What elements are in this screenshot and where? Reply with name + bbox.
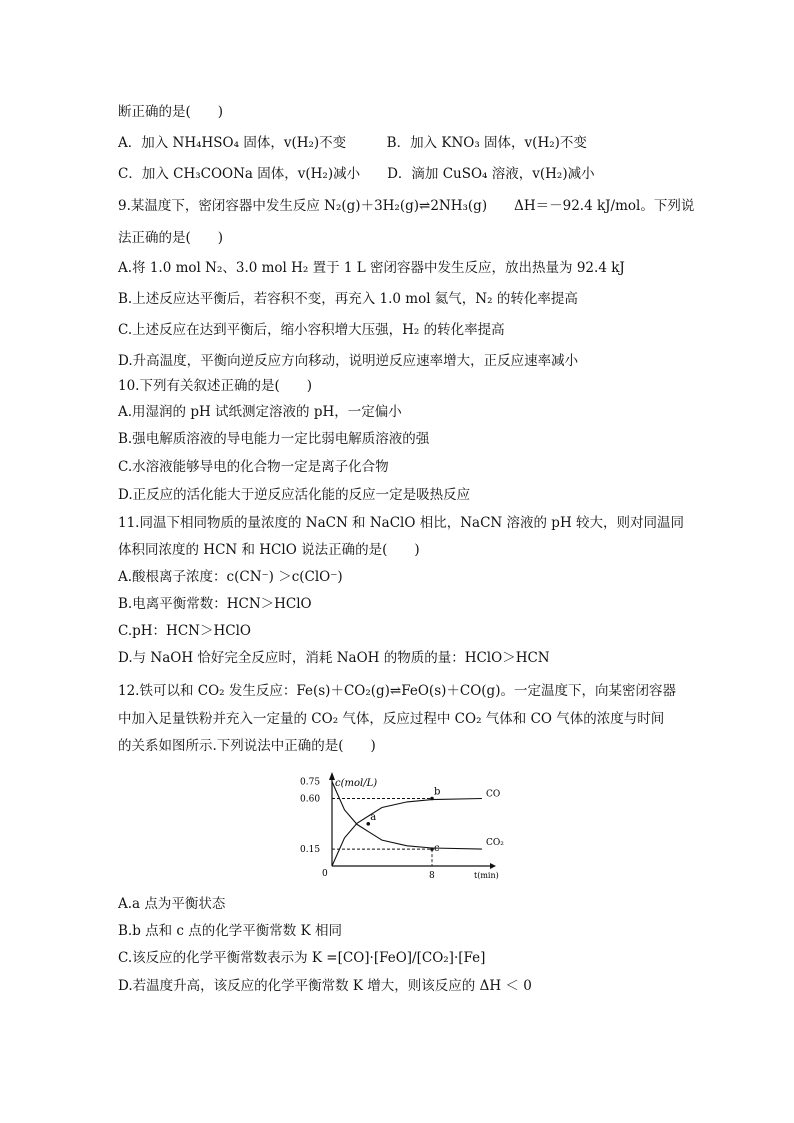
q8-option-cd: C．加入 CH₃COONa 固体，v(H₂)减小 D．滴加 CuSO₄ 溶液，v(H₂)减小: [118, 166, 595, 182]
origin-label: 0: [322, 869, 328, 879]
series-label: CO₂: [486, 838, 504, 849]
point-label: a: [370, 811, 377, 823]
point-label: c: [434, 843, 440, 855]
q10-option-b: B.强电解质溶液的导电能力一定比弱电解质溶液的强: [118, 431, 430, 447]
q10-option-a: A.用湿润的 pH 试纸测定溶液的 pH，一定偏小: [118, 404, 402, 420]
q11-option-b: B.电离平衡常数：HCN＞HClO: [118, 596, 312, 612]
q12-stem: 12.铁可以和 CO₂ 发生反应：Fe(s)＋CO₂(g)⇌FeO(s)＋CO(g)。一定温度下，向某密闭容器: [118, 683, 676, 699]
q9-stem: 9.某温度下，密闭容器中发生反应 N₂(g)＋3H₂(g)⇌2NH₃(g) ΔH＝－92.4 kJ/mol。下列说: [118, 198, 695, 214]
series-line-co2: [332, 782, 482, 850]
y-tick-label: 0.60: [300, 794, 321, 805]
q12-stem-cont: 中加入足量铁粉并充入一定量的 CO₂ 气体，反应过程中 CO₂ 气体和 CO 气体的浓度与时间: [118, 711, 665, 727]
q10-option-d: D.正反应的活化能大于逆反应活化能的反应一定是吸热反应: [118, 487, 471, 503]
y-axis-label: c(mol/L): [335, 778, 378, 789]
q11-stem-cont: 体积同浓度的 HCN 和 HClO 说法正确的是( ): [118, 542, 420, 558]
concentration-time-chart: [296, 768, 504, 888]
q11-stem: 11.同温下相同物质的量浓度的 NaCN 和 NaClO 相比，NaCN 溶液的 pH 较大，则对同温同: [118, 515, 685, 531]
q9-option-a: A.将 1.0 mol N₂、3.0 mol H₂ 置于 1 L 密闭容器中发生反应，放出热量为 92.4 kJ: [118, 260, 625, 276]
x-axis-arrow: [490, 863, 496, 869]
q9-stem-cont: 法正确的是( ): [118, 230, 224, 246]
q11-option-a: A.酸根离子浓度：c(CN⁻) ＞c(ClO⁻): [118, 569, 343, 585]
y-tick-label: 0.75: [300, 777, 321, 788]
x-axis-label: t(min): [474, 871, 499, 880]
q11-option-d: D.与 NaOH 恰好完全反应时，消耗 NaOH 的物质的量：HClO＞HCN: [118, 650, 550, 666]
q11-option-c: C.pH：HCN＞HClO: [118, 623, 251, 639]
point-label: b: [434, 786, 441, 798]
q10-stem: 10.下列有关叙述正确的是( ): [118, 378, 313, 394]
q8-option-ab: A．加入 NH₄HSO₄ 固体，v(H₂)不变 B．加入 KNO₃ 固体，v(H₂)不变: [118, 135, 587, 151]
q8-stem-end: 断正确的是( ): [118, 104, 224, 120]
q12-option-b: B.b 点和 c 点的化学平衡常数 K 相同: [118, 923, 342, 939]
q9-option-b: B.上述反应达平衡后，若容积不变，再充入 1.0 mol 氦气，N₂ 的转化率提高: [118, 291, 578, 307]
q12-option-c: C.该反应的化学平衡常数表示为 K =[CO]·[FeO]/[CO₂]·[Fe]: [118, 950, 486, 966]
q10-option-c: C.水溶液能够导电的化合物一定是离子化合物: [118, 459, 389, 475]
y-tick-label: 0.15: [300, 845, 321, 856]
q12-stem-cont-2: 的关系如图所示.下列说法中正确的是( ): [118, 738, 376, 754]
series-label: CO: [486, 789, 501, 800]
q12-option-a: A.a 点为平衡状态: [118, 896, 226, 912]
q9-option-d: D.升高温度，平衡向逆反应方向移动，说明逆反应速率增大，正反应速率减小: [118, 353, 579, 369]
q12-option-d: D.若温度升高，该反应的化学平衡常数 K 增大，则该反应的 ΔH ＜ 0: [118, 978, 532, 994]
series-line-co: [332, 799, 482, 867]
q9-option-c: C.上述反应在达到平衡后，缩小容积增大压强，H₂ 的转化率提高: [118, 322, 505, 338]
x-tick-label: 8: [429, 871, 435, 881]
